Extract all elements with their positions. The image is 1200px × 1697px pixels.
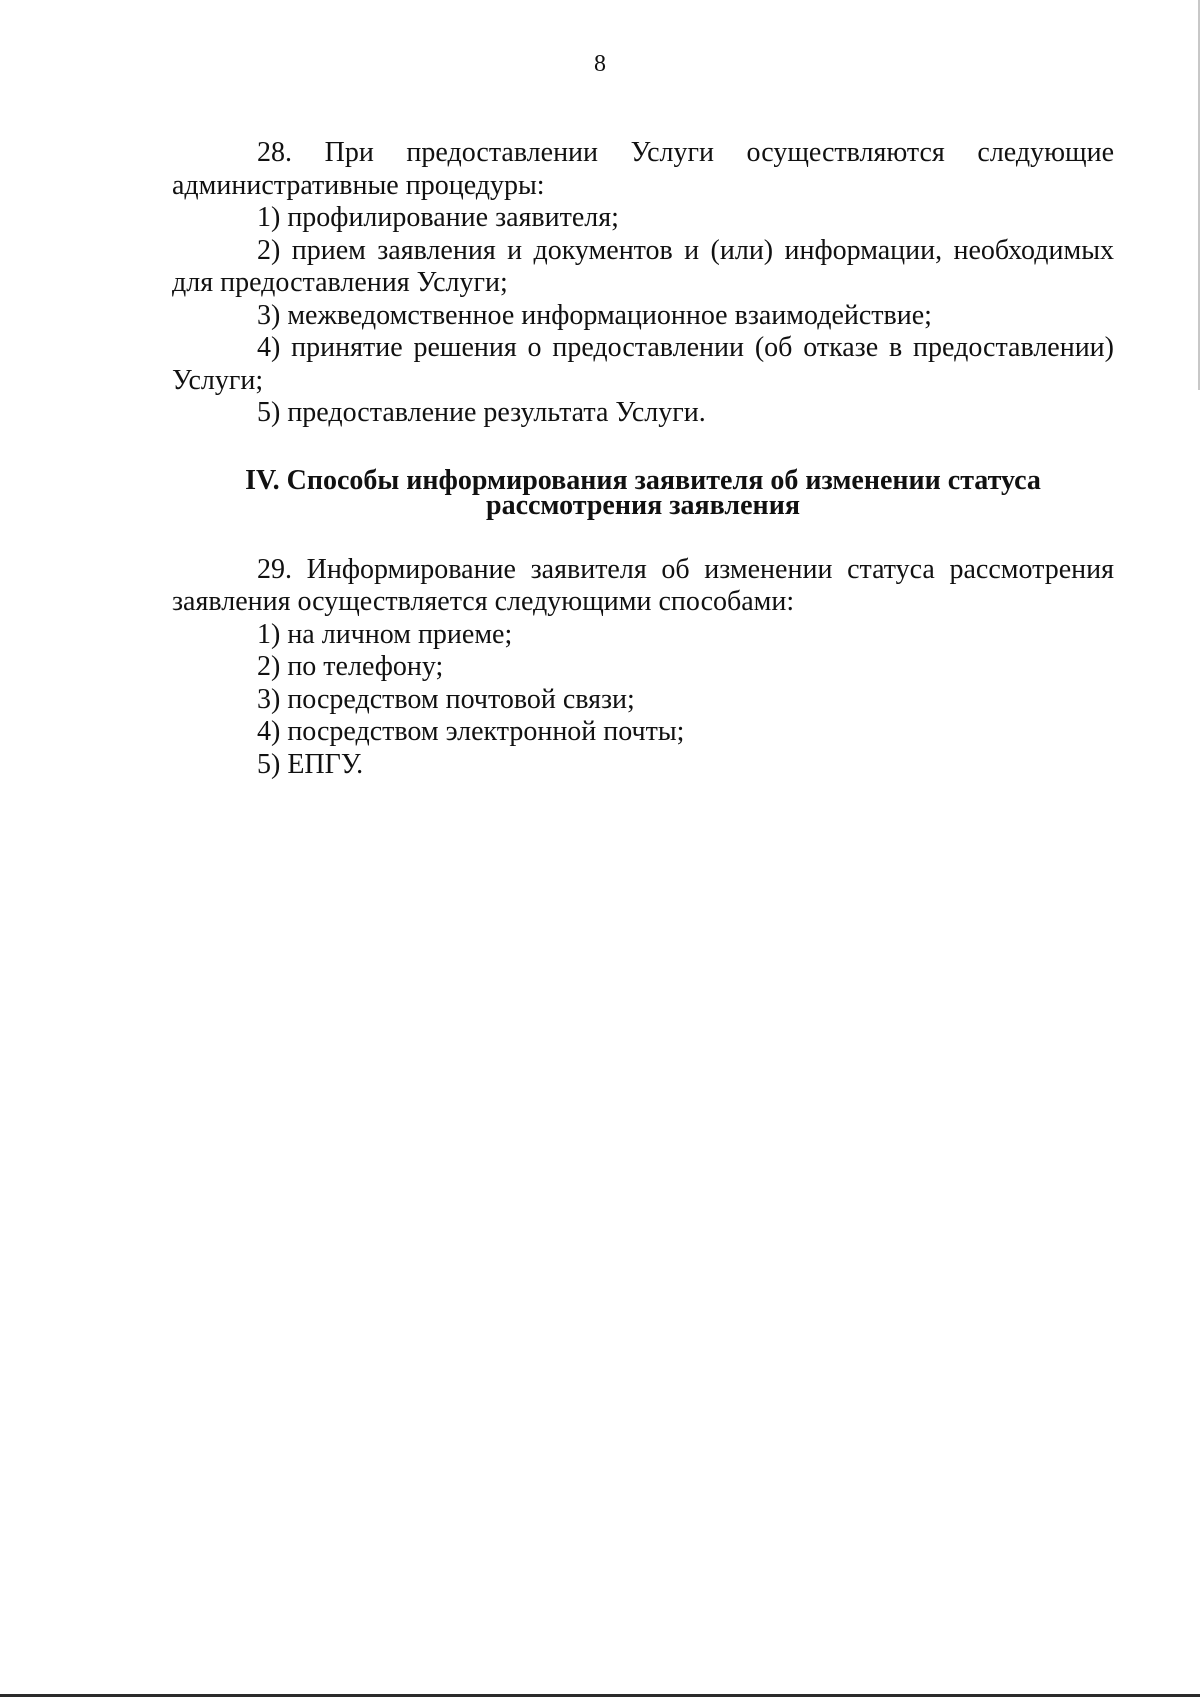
section-28-item-3: 3) межведомственное информационное взаимодействие; [257,299,932,331]
section-28-item-5: 5) предоставление результата Услуги. [257,397,706,428]
section-28-item-1: 1) профилирование заявителя; [257,202,619,233]
section-29-item-2: 2) по телефону; [257,651,444,682]
section-29-intro: 29. Информирование заявителя об изменении статуса рассмотрения заявления осуществляется следующими способами: [172,553,1114,617]
document-body [172,137,1114,781]
section-29-item-4: 4) посредством электронной почты; [257,716,685,747]
section-28-item-2: 2) прием заявления и документов и (или) информации, необходимых для предоставления Услуги; [172,234,1114,298]
section-28-intro: 28. При предоставлении Услуги осуществляются следующие административные процедуры: [172,137,1114,201]
chapter-iv-heading: IV. Способы информирования заявителя об изменении статуса рассмотрения заявления [245,464,1041,521]
page-number: 8 [594,51,606,77]
section-29-item-3: 3) посредством почтовой связи; [257,683,635,715]
section-28-item-4: 4) принятие решения о предоставлении (об отказе в предоставлении) Услуги; [172,332,1114,396]
section-29-item-5: 5) ЕПГУ. [257,748,364,780]
section-29-item-1: 1) на личном приеме; [257,618,513,650]
